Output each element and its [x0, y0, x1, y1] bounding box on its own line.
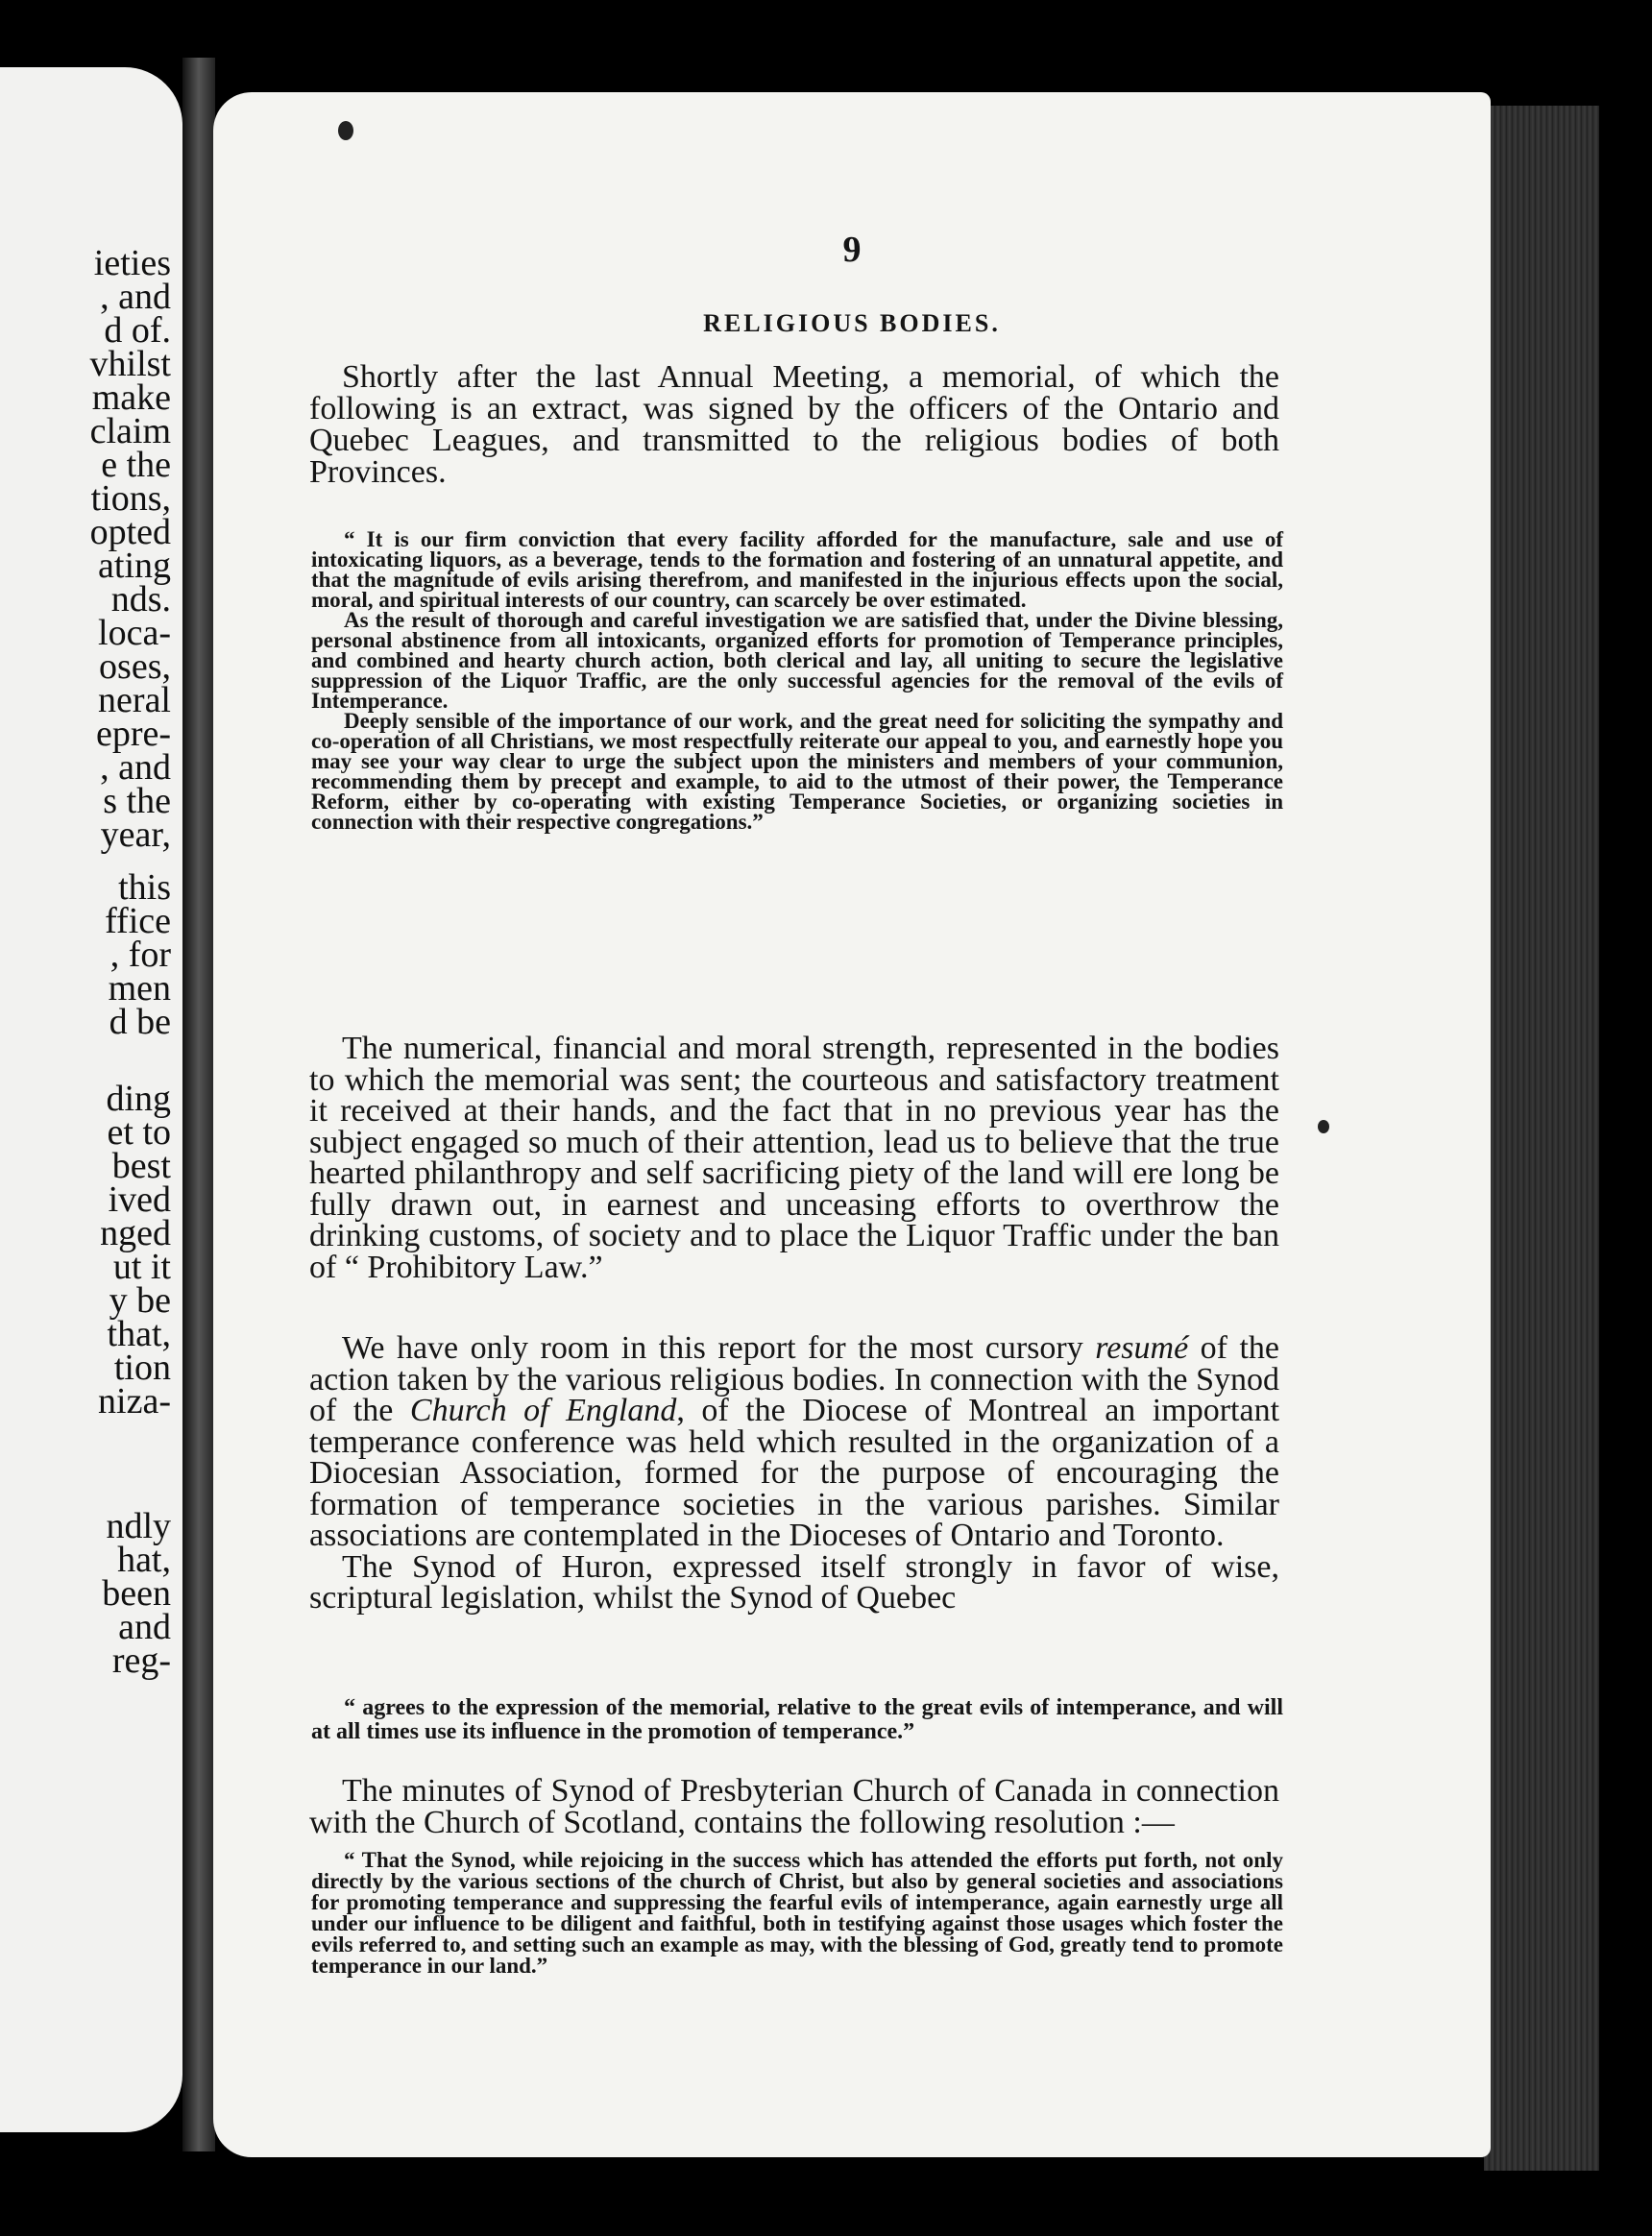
- left-page-text-fragment: that,: [107, 1314, 171, 1354]
- resume-part-3: , of the Diocese of Montreal an important temperance conference was held which resulted in the organization of a Diocesian Association, formed for the purpose of encouraging the formation of temperance societies in the various parishes. Similar associations are contemplated in the Dioceses of Ontario and Toronto.: [309, 1393, 1280, 1553]
- left-page-text-fragment: and: [118, 1607, 171, 1647]
- left-page-text-fragment: d of.: [104, 310, 171, 351]
- memorial-quote-para-1: “ It is our firm conviction that every facility afforded for the manufacture, sale and use of intoxicating liquors, as a beverage, tends to the formation and fostering of an unnatural appetite, and that the magnitude of evils arising therefrom, and manifested in the injurious effects upon the social, moral, and spiritual interests of our country, can scarcely be over estimated.: [311, 527, 1283, 612]
- resolution-quote: [311, 1850, 1283, 1977]
- left-page-text-fragment: et to: [107, 1112, 171, 1153]
- page-number: 9: [842, 230, 862, 270]
- left-page-text-fragment: hat,: [117, 1540, 171, 1580]
- left-page-text-fragment: been: [102, 1573, 171, 1614]
- resume-part-2: of the action taken by the various religious bodies. In connection with the Synod of the: [309, 1330, 1280, 1428]
- left-page-text-fragment: , and: [100, 277, 171, 317]
- left-page-text-fragment: ived: [108, 1179, 171, 1220]
- left-page-text-fragment: niza-: [98, 1381, 171, 1422]
- left-page-text-fragment: this: [118, 867, 171, 908]
- memorial-quote: [311, 529, 1283, 832]
- left-page-text-fragment: , for: [109, 935, 171, 975]
- left-page-text-fragment: ut it: [112, 1247, 171, 1287]
- left-page-text-fragment: e the: [101, 445, 171, 485]
- left-page-text-fragment: ding: [106, 1079, 171, 1119]
- section-title: RELIGIOUS BODIES.: [703, 309, 1001, 337]
- left-page-text-fragment: epre-: [95, 714, 171, 754]
- left-page-text-fragment: ieties: [93, 243, 171, 283]
- left-page-fragment: [0, 67, 182, 2132]
- left-page-text-fragment: d be: [109, 1002, 171, 1042]
- left-page-text-fragment: opted: [89, 512, 171, 552]
- presbyterian-text: The minutes of Synod of Presbyterian Church of Canada in connection with the Church of Scotland, contains the following resolution :—: [309, 1773, 1279, 1840]
- left-page-text-fragment: tion: [113, 1348, 171, 1388]
- resume-word: resumé: [1095, 1330, 1189, 1366]
- left-page-text-fragment: make: [91, 377, 171, 418]
- left-page-text-fragment: ating: [98, 546, 171, 586]
- left-page-text-fragment: vhilst: [89, 344, 171, 384]
- left-page-text-fragment: neral: [98, 680, 171, 720]
- presbyterian-paragraph: [309, 1775, 1279, 1838]
- left-page-text-fragment: nged: [100, 1213, 171, 1253]
- left-page-text-fragment: ffice: [105, 901, 171, 941]
- left-page-text-fragment: claim: [89, 411, 171, 451]
- left-page-text-fragment: tions,: [90, 478, 171, 519]
- intro-paragraph: [309, 361, 1279, 488]
- resume-text: [309, 1330, 1280, 1553]
- intro-text: Shortly after the last Annual Meeting, a memorial, of which the following is an extract, was signed by the officers of the Ontario and Quebec Leagues, and transmitted to the religious bodies of both Provinces.: [309, 359, 1279, 490]
- left-page-text-fragment: y be: [109, 1280, 171, 1321]
- left-page-text-fragment: ndly: [106, 1506, 171, 1546]
- left-page-text-fragment: , and: [100, 747, 171, 788]
- left-page-text-fragment: men: [108, 968, 171, 1009]
- left-page-text-fragment: year,: [100, 814, 171, 855]
- strength-paragraph: [309, 1033, 1279, 1283]
- quebec-quote-text: “ agrees to the expression of the memorial, relative to the great evils of intemperance, and will at all times use its influence in the promotion of temperance.”: [311, 1695, 1283, 1744]
- resume-paragraph: [309, 1330, 1280, 1616]
- church-of-england: Church of England: [409, 1393, 677, 1428]
- memorial-quote-para-3: Deeply sensible of the importance of our work, and the great need for soliciting the sympathy and co-operation of all Christians, we most respectfully reiterate our appeal to you, and earnestly hope you may see your way clear to urge the subject upon the ministers and members of your communion, recommending them by precept and example, to aid to the utmost of their power, the Temperance Reform, either by co-operating with existing Temperance Societies, or organizing societies in connection with their respective congregations.”: [311, 709, 1283, 834]
- strength-text: The numerical, financial and moral strength, represented in the bodies to which the memorial was sent; the courteous and satisfactory treatment it received at their hands, and the fact that in no previous year has the subject engaged so much of their attention, lead us to believe that the true hearted philanthropy and self sacrificing piety of the land will ere long be fully drawn out, in earnest and unceasing efforts to overthrow the drinking customs, of society and to place the Liquor Traffic under the ban of “ Prohibitory Law.”: [309, 1031, 1279, 1285]
- left-page-text-fragment: oses,: [99, 646, 171, 687]
- ink-smudge: [338, 121, 353, 140]
- page-edges: [1484, 106, 1599, 2171]
- ink-smudge: [1318, 1120, 1329, 1133]
- resolution-quote-text: “ That the Synod, while rejoicing in the success which has attended the efforts put forth, not only directly by the various sections of the church of Christ, but also by general societies and associations for promoting temperance and suppressing the fearful evils of intemperance, again earnestly urge all under our influence to be diligent and faithful, both in testifying against those usages which foster the evils referred to, and setting such an example as may, with the blessing of God, greatly tend to promote temperance in our land.”: [311, 1848, 1283, 1978]
- left-page-text-fragment: best: [111, 1146, 171, 1186]
- left-page-text-fragment: reg-: [111, 1641, 171, 1681]
- book-gutter: [182, 58, 215, 2151]
- quebec-quote: [311, 1696, 1283, 1744]
- right-page: [213, 92, 1491, 2157]
- left-page-text-fragment: nds.: [110, 579, 171, 620]
- huron-text: The Synod of Huron, expressed itself strongly in favor of wise, scriptural legislation, whilst the Synod of Quebec: [309, 1548, 1279, 1616]
- left-page-text-fragment: loca-: [98, 613, 171, 653]
- left-page-text-fragment: s the: [103, 781, 171, 821]
- memorial-quote-para-2: As the result of thorough and careful investigation we are satisfied that, under the Divine blessing, personal abstinence from all intoxicants, organized efforts for promotion of Temperance principles, and combined and hearty church action, both clerical and lay, all uniting to secure the legislative suppression of the Liquor Traffic, are the only successful agencies for the removal of the evils of Intemperance.: [311, 608, 1283, 713]
- resume-part-1: We have only room in this report for the most cursory: [342, 1330, 1096, 1366]
